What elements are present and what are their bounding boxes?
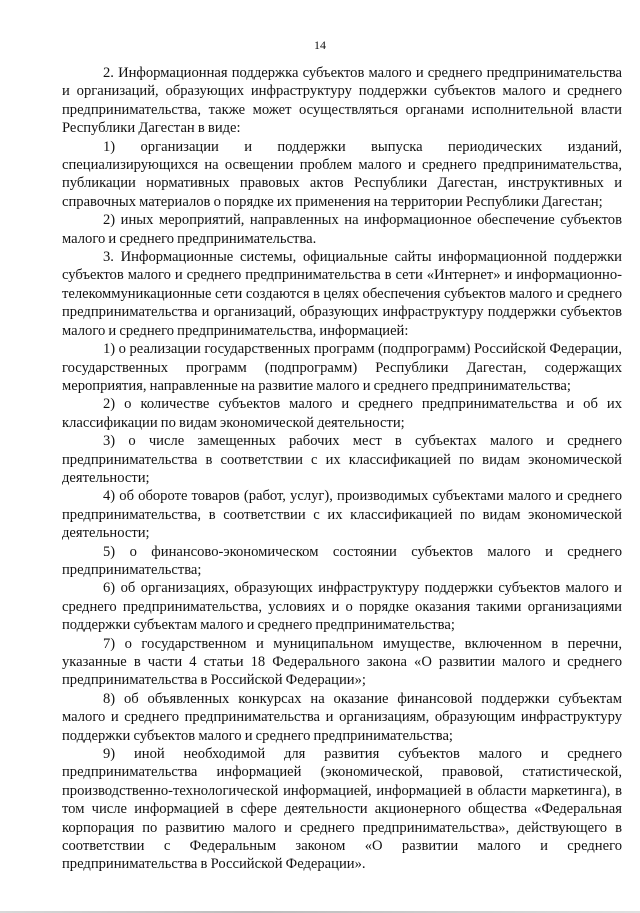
list-item-3-2: 2) о количестве субъектов малого и среднего предпринимательства и об их классификации по видам экономической деятельности; [62, 396, 622, 431]
list-item-3-9: 9) иной необходимой для развития субъектов малого и среднего предпринимательства информацией (экономической, правовой, статистической, производственно-технологической информацией, информацией в области маркетинга), в том числе информацией в сфере деятельности акционерного общества «Федеральная корпорация по развитию малого и среднего предпринимательства», действующего в соответствии с Федеральным законом «О развитии малого и среднего предпринимательства в Российской Федерации». [62, 746, 622, 873]
page-number: 14 [314, 38, 326, 52]
list-item-3-8: 8) об объявленных конкурсах на оказание финансовой поддержки субъектам малого и среднего предпринимательства и организациям, образующим инфраструктуру поддержки субъектов малого и среднего предпринимательства; [62, 690, 622, 744]
list-item-2-2: 2) иных мероприятий, направленных на информационное обеспечение субъектов малого и среднего предпринимательства. [62, 212, 622, 247]
paragraph-section-2: 2. Информационная поддержка субъектов малого и среднего предпринимательства и организаций, образующих инфраструктуру поддержки субъектов малого и среднего предпринимательства, также может осуществляться органами исполнительной власти Республики Дагестан в виде: [62, 65, 622, 137]
list-item-2-1: 1) организации и поддержки выпуска периодических изданий, специализирующихся на освещении проблем малого и среднего предпринимательства, публикации нормативных правовых актов Республики Дагестан, инструктивных и справочных материалов о порядке их применения на территории Республики Дагестан; [62, 138, 622, 210]
paragraph-section-3: 3. Информационные системы, официальные сайты информационной поддержки субъектов малого и среднего предпринимательства в сети «Интернет» и информационно-телекоммуникационные сети создаются в целях обеспечения субъектов малого и среднего предпринимательства и организаций, образующих инфраструктуру поддержки субъектов малого и среднего предпринимательства, информацией: [62, 249, 622, 339]
list-item-3-3: 3) о числе замещенных рабочих мест в субъектах малого и среднего предпринимательства в соответствии с их классификацией по видам экономической деятельности; [62, 433, 622, 486]
list-item-3-5: 5) о финансово-экономическом состоянии субъектов малого и среднего предпринимательства; [62, 543, 622, 578]
list-item-3-4: 4) об обороте товаров (работ, услуг), производимых субъектами малого и среднего предпринимательства, в соответствии с их классификацией по видам экономической деятельности; [62, 488, 622, 542]
list-item-3-7: 7) о государственном и муниципальном имуществе, включенном в перечни, указанные в части 4 статьи 18 Федерального закона «О развитии малого и среднего предпринимательства в Российской Федерации»; [62, 635, 622, 689]
document-body [62, 64, 622, 874]
list-item-3-1: 1) о реализации государственных программ (подпрограмм) Российской Федерации, государственных программ (подпрограмм) Республики Дагестан, содержащих мероприятия, направленные на развитие малого и среднего предпринимательства; [62, 341, 622, 394]
list-item-3-6: 6) об организациях, образующих инфраструктуру поддержки субъектов малого и среднего предпринимательства, условиях и о порядке оказания такими организациями поддержки субъектам малого и среднего предпринимательства; [62, 580, 622, 634]
